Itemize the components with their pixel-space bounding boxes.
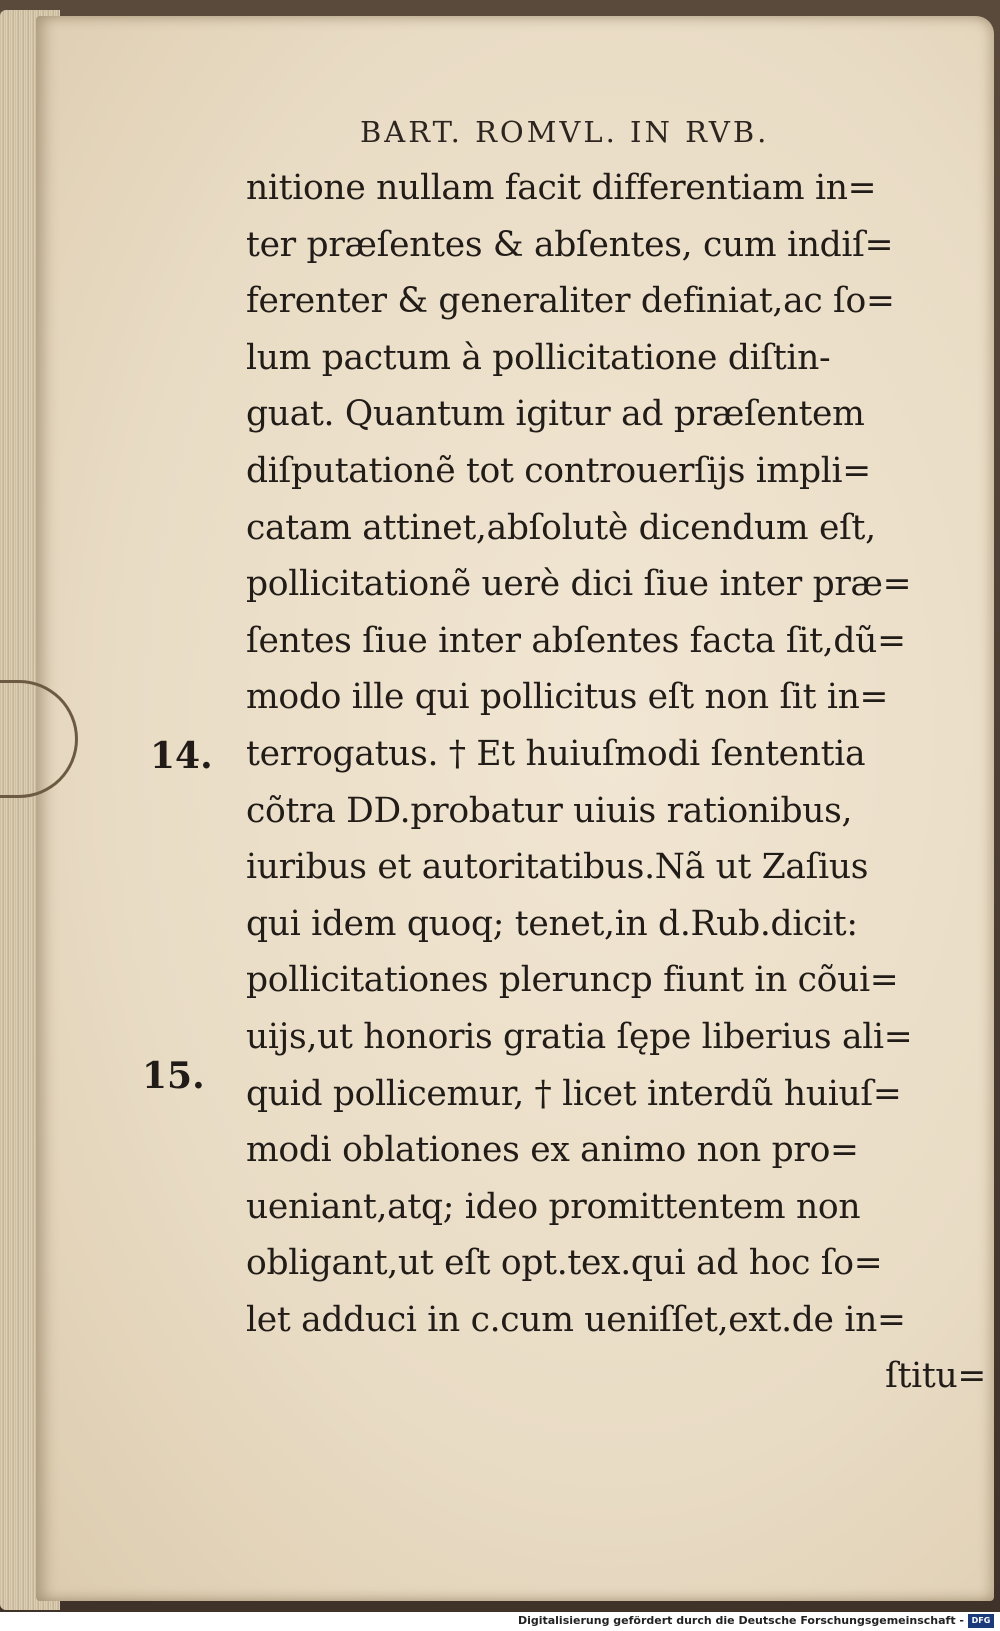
text-line: ter præſentes & abſentes, cum indiſ=: [246, 224, 894, 265]
text-line: uijs,ut honoris gratia ſępe liberius ali=: [246, 1016, 913, 1057]
text-line: pollicitationes pleruncp fiunt in cõui=: [246, 960, 899, 1001]
text-line: guat. Quantum igitur ad præſentem: [246, 394, 865, 435]
text-line: qui idem quoq; tenet,in d.Rub.dicit:: [246, 903, 858, 944]
text-line: diſputationẽ tot controuerſijs impli=: [246, 450, 871, 491]
dfg-logo: DFG: [968, 1614, 994, 1628]
body-text: [246, 160, 986, 1405]
text-line: lum pactum à pollicitatione diſtin-: [246, 337, 831, 378]
text-line: quid pollicemur, † licet interdũ huiuſ=: [246, 1073, 902, 1114]
running-head: BART. ROMVL. IN RVB.: [360, 115, 770, 149]
text-line: obligant,ut eſt opt.tex.qui ad hoc ſo=: [246, 1243, 883, 1284]
text-line: terrogatus. † Et huiuſmodi ſententia: [246, 733, 866, 774]
text-line: cõtra DD.probatur uiuis rationibus,: [246, 790, 853, 831]
marginal-number: 14.: [150, 735, 213, 777]
text-line: modo ille qui pollicitus eſt non ſit in=: [246, 677, 889, 718]
text-line: ſentes ſiue inter abſentes facta ſit,dũ=: [246, 620, 906, 661]
text-line: nitione nullam facit differentiam in=: [246, 168, 877, 208]
text-line: modi oblationes ex animo non pro=: [246, 1130, 859, 1171]
text-line: pollicitationẽ uerè dici ſiue inter præ=: [246, 564, 912, 605]
marginal-number: 15.: [142, 1055, 205, 1097]
text-line: let adduci in c.cum ueniſſet,ext.de in=: [246, 1299, 906, 1340]
funding-credit: Digitalisierung gefördert durch die Deutsche Forschungsgemeinschaft -: [517, 1614, 964, 1627]
text-line: catam attinet,abſolutè dicendum eſt,: [246, 507, 876, 548]
catchword: ſtitu=: [885, 1356, 986, 1397]
text-line: ferenter & generaliter definiat,ac ſo=: [246, 281, 895, 322]
text-line: ueniant,atq; ideo promittentem non: [246, 1186, 861, 1227]
text-line: iuribus et autoritatibus.Nã ut Zaſius: [246, 847, 869, 888]
